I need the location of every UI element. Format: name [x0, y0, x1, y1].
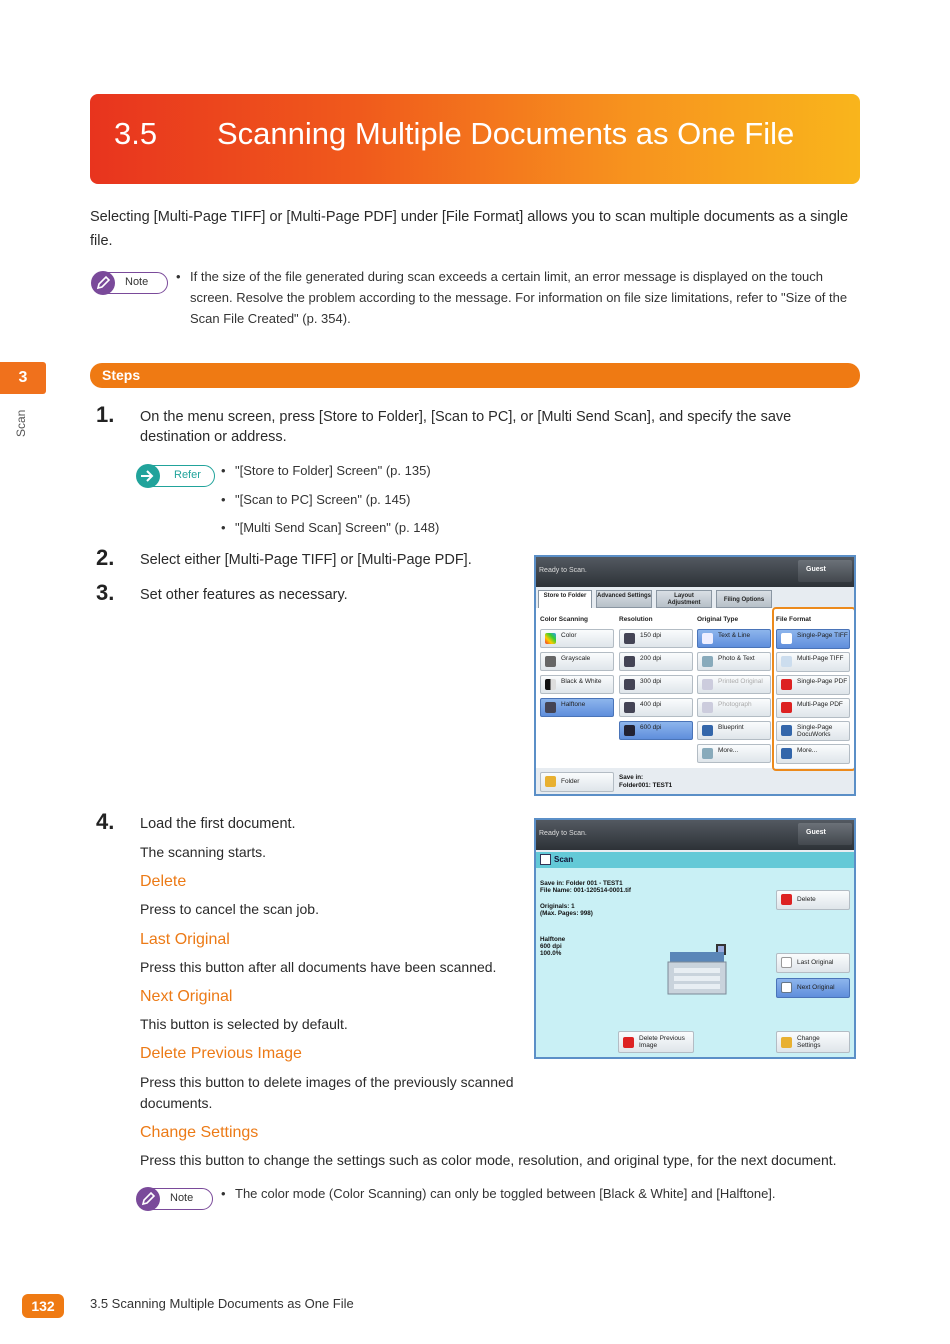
resolution-150-button[interactable]: 150 dpi [619, 629, 693, 648]
delete-previous-image-button[interactable]: Delete Previous Image [618, 1031, 694, 1053]
file-name-text: File Name: 001-120514-0001.tif [540, 887, 632, 894]
save-in-label: Save in: [619, 774, 644, 781]
next-original-heading: Next Original [140, 988, 233, 1005]
chapter-tab: 3 [0, 362, 46, 394]
photograph-button[interactable]: Photograph [697, 698, 771, 717]
refer-badge [137, 465, 215, 487]
page-number: 132 [22, 1294, 64, 1318]
step-2-text: Select either [Multi-Page TIFF] or [Multi-Page PDF]. [140, 552, 472, 568]
step-2-number: 2. [96, 545, 115, 570]
file-format-more-button[interactable]: More... [776, 744, 850, 764]
grayscale-button[interactable]: Grayscale [540, 652, 614, 671]
last-original-button[interactable]: Last Original [776, 953, 850, 973]
dpi-text: 600 dpi [540, 943, 562, 950]
tab-advanced-settings[interactable]: Advanced Settings [596, 590, 652, 608]
note-badge [92, 272, 168, 294]
info-icon [540, 854, 551, 865]
steps-label: Steps [102, 367, 141, 383]
folder-button[interactable]: Folder [540, 772, 614, 792]
photo-text-button[interactable]: Photo & Text [697, 652, 771, 671]
zoom-text: 100.0% [540, 950, 562, 957]
step-4-text: Load the first document. [140, 816, 296, 832]
chapter-label: Scan [14, 409, 28, 437]
footer-title: 3.5 Scanning Multiple Documents as One File [90, 1296, 354, 1311]
section-title: Scanning Multiple Documents as One File [217, 116, 795, 151]
printed-original-button[interactable]: Printed Original [697, 675, 771, 694]
text-line-button[interactable]: Text & Line [697, 629, 771, 648]
refer-item[interactable]: • "[Scan to PC] Screen" (p. 145) [221, 492, 411, 507]
delete-button[interactable]: Delete [776, 890, 850, 910]
step-3-text: Set other features as necessary. [140, 587, 348, 603]
blueprint-button[interactable]: Blueprint [697, 721, 771, 740]
single-page-docuworks-button[interactable]: Single-Page DocuWorks [776, 721, 850, 741]
resolution-600-button[interactable]: 600 dpi [619, 721, 693, 740]
black-white-button[interactable]: Black & White [540, 675, 614, 694]
note-badge [137, 1188, 213, 1210]
scan-settings-screen [534, 555, 856, 796]
resolution-300-button[interactable]: 300 dpi [619, 675, 693, 694]
guest-button[interactable]: Guest [798, 823, 852, 845]
mode-text: Halftone [540, 936, 566, 943]
step-4-subtext: The scanning starts. [140, 844, 267, 860]
file-format-heading: File Format [776, 616, 812, 623]
note-label: Note [170, 1192, 194, 1204]
section-number: 3.5 [114, 116, 158, 151]
change-settings-heading: Change Settings [140, 1124, 259, 1141]
resolution-200-button[interactable]: 200 dpi [619, 652, 693, 671]
multi-page-tiff-button[interactable]: Multi-Page TIFF [776, 652, 850, 672]
delete-previous-description: Press this button to delete images of the previously scanned documents. [140, 1074, 514, 1111]
status-text: Ready to Scan. [539, 830, 587, 837]
scan-title-bar [536, 852, 854, 869]
scan-title: Scan [554, 855, 574, 864]
arrow-right-icon [136, 464, 160, 488]
note-text: • The color mode (Color Scanning) can only be toggled between [Black & White] and [Halftone]. [221, 1186, 776, 1201]
resolution-400-button[interactable]: 400 dpi [619, 698, 693, 717]
next-original-description: This button is selected by default. [140, 1016, 348, 1032]
refer-label: Refer [174, 469, 201, 481]
delete-previous-heading: Delete Previous Image [140, 1045, 302, 1062]
guest-button[interactable]: Guest [798, 560, 852, 582]
delete-description: Press to cancel the scan job. [140, 901, 319, 917]
single-page-pdf-button[interactable]: Single-Page PDF [776, 675, 850, 695]
refer-item[interactable]: • "[Multi Send Scan] Screen" (p. 148) [221, 520, 440, 535]
status-bar [536, 820, 854, 850]
step-4-number: 4. [96, 809, 115, 834]
tab-layout-adjustment[interactable]: Layout Adjustment [656, 590, 712, 608]
color-button[interactable]: Color [540, 629, 614, 648]
delete-heading: Delete [140, 873, 187, 890]
pencil-icon [91, 271, 115, 295]
change-settings-button[interactable]: Change Settings [776, 1031, 850, 1053]
pencil-icon [136, 1187, 160, 1211]
change-settings-description: Press this button to change the settings such as color mode, resolution, and original type, for the next document. [140, 1152, 837, 1168]
intro-paragraph: Selecting [Multi-Page TIFF] or [Multi-Page PDF] under [File Format] allows you to scan multiple documents as a single file. [90, 209, 849, 249]
scan-progress-screen [534, 818, 856, 1059]
multi-page-pdf-button[interactable]: Multi-Page PDF [776, 698, 850, 718]
last-original-heading: Last Original [140, 931, 230, 948]
printer-icon [666, 942, 728, 997]
status-text: Ready to Scan. [539, 567, 587, 574]
next-original-button[interactable]: Next Original [776, 978, 850, 998]
refer-item[interactable]: • "[Store to Folder] Screen" (p. 135) [221, 463, 431, 478]
original-more-button[interactable]: More... [697, 744, 771, 763]
originals-count: Originals: 1 [540, 903, 575, 910]
save-in-value: Folder001: TEST1 [619, 782, 673, 789]
last-original-description: Press this button after all documents have been scanned. [140, 959, 497, 975]
tab-store-to-folder[interactable]: Store to Folder [538, 590, 592, 608]
note-label: Note [125, 276, 149, 288]
color-scanning-heading: Color Scanning [540, 616, 589, 623]
single-page-tiff-button[interactable]: Single-Page TIFF [776, 629, 850, 649]
tab-filing-options[interactable]: Filing Options [716, 590, 772, 608]
status-bar [536, 557, 854, 587]
halftone-button[interactable]: Halftone [540, 698, 614, 717]
step-1-text: On the menu screen, press [Store to Folder], [Scan to PC], or [Multi Send Scan], and specify the save destination or address. [140, 409, 792, 445]
steps-bar [90, 363, 860, 388]
section-header-banner [90, 94, 860, 184]
max-pages: (Max. Pages: 998) [540, 910, 593, 917]
note-text: • If the size of the file generated during scan exceeds a certain limit, an error message is displayed on the touch screen. Resolve the problem according to the message. For information on file size limitations, refer to "Size of the Scan File Created" (p. 354). [176, 269, 848, 326]
resolution-heading: Resolution [619, 616, 653, 623]
step-3-number: 3. [96, 580, 115, 605]
save-in-text: Save in: Folder 001 - TEST1 [540, 880, 623, 887]
original-type-heading: Original Type [697, 616, 739, 623]
step-1-number: 1. [96, 402, 115, 427]
